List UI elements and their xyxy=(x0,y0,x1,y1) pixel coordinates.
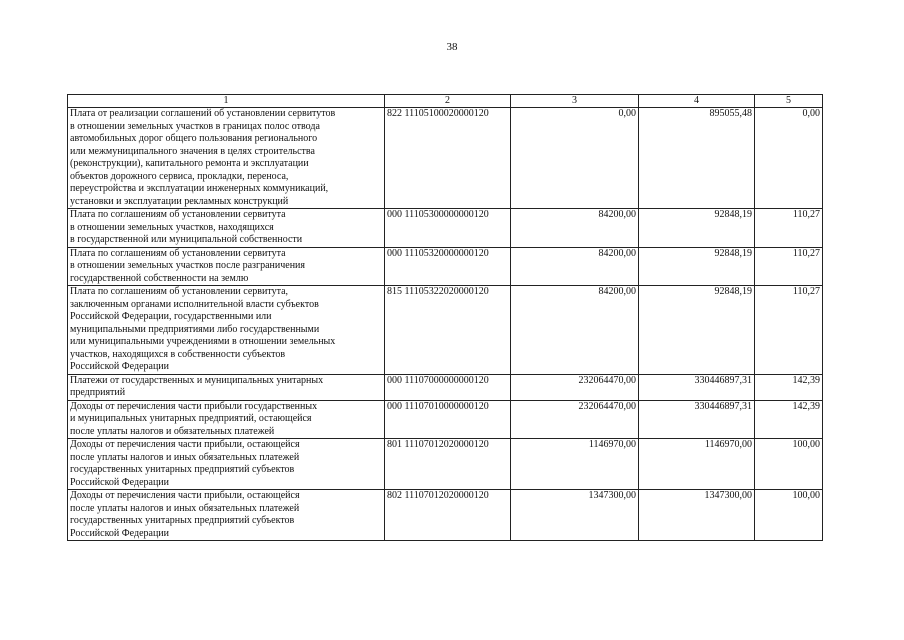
table-row xyxy=(68,439,823,490)
header-col-5: 5 xyxy=(755,95,823,108)
row-name: Доходы от перечисления части прибыли государственных и муниципальных унитарных предприятий, остающейся после уплаты налогов и обязательных платежей xyxy=(68,400,385,439)
row-name: Доходы от перечисления части прибыли, остающейся после уплаты налогов и иных обязательных платежей государственных унитарных предприятий субъектов Российской Федерации xyxy=(68,490,385,541)
row-col5: 100,00 xyxy=(755,490,823,541)
row-col3: 84200,00 xyxy=(511,286,639,375)
row-code: 000 11107000000000120 xyxy=(385,374,511,400)
row-col5: 100,00 xyxy=(755,439,823,490)
row-code: 815 11105322020000120 xyxy=(385,286,511,375)
table-row xyxy=(68,374,823,400)
row-col5: 142,39 xyxy=(755,400,823,439)
row-col4: 330446897,31 xyxy=(639,374,755,400)
row-code: 000 11105320000000120 xyxy=(385,247,511,286)
row-name: Плата по соглашениям об установлении сервитута в отношении земельных участков после разграничения государственной собственности на землю xyxy=(68,247,385,286)
header-col-4: 4 xyxy=(639,95,755,108)
row-col4: 1347300,00 xyxy=(639,490,755,541)
row-name: Плата по соглашениям об установлении сервитута, заключенным органами исполнительной власти субъектов Российской Федерации, государственными или муниципальными предприятиями либо государственными или муниципальными учреждениями в отношении земельных участков, находящихся в собственности субъектов Российской Федерации xyxy=(68,286,385,375)
row-col4: 92848,19 xyxy=(639,286,755,375)
row-col3: 232064470,00 xyxy=(511,374,639,400)
row-col3: 84200,00 xyxy=(511,209,639,248)
row-col4: 92848,19 xyxy=(639,247,755,286)
row-col3: 232064470,00 xyxy=(511,400,639,439)
row-name: Плата от реализации соглашений об установлении сервитутов в отношении земельных участков в границах полос отвода автомобильных дорог общего пользования регионального или межмуниципального значения в целях строительства (реконструкции), капитального ремонта и эксплуатации объектов дорожного сервиса, прокладки, переноса, переустройства и эксплуатации инженерных коммуникаций, установки и эксплуатации рекламных конструкций xyxy=(68,108,385,209)
row-col5: 110,27 xyxy=(755,209,823,248)
row-name: Плата по соглашениям об установлении сервитута в отношении земельных участков, находящихся в государственной или муниципальной собственности xyxy=(68,209,385,248)
row-name: Платежи от государственных и муниципальных унитарных предприятий xyxy=(68,374,385,400)
table-row xyxy=(68,247,823,286)
table-row xyxy=(68,209,823,248)
table-row xyxy=(68,490,823,541)
row-col4: 895055,48 xyxy=(639,108,755,209)
row-col3: 1146970,00 xyxy=(511,439,639,490)
row-col5: 0,00 xyxy=(755,108,823,209)
row-code: 822 11105100020000120 xyxy=(385,108,511,209)
revenue-table xyxy=(67,94,823,541)
row-col5: 110,27 xyxy=(755,286,823,375)
table-row xyxy=(68,400,823,439)
row-name: Доходы от перечисления части прибыли, остающейся после уплаты налогов и иных обязательных платежей государственных унитарных предприятий субъектов Российской Федерации xyxy=(68,439,385,490)
row-code: 000 11105300000000120 xyxy=(385,209,511,248)
row-col3: 0,00 xyxy=(511,108,639,209)
row-col3: 1347300,00 xyxy=(511,490,639,541)
header-col-3: 3 xyxy=(511,95,639,108)
row-code: 801 11107012020000120 xyxy=(385,439,511,490)
header-col-2: 2 xyxy=(385,95,511,108)
row-col4: 1146970,00 xyxy=(639,439,755,490)
row-col4: 330446897,31 xyxy=(639,400,755,439)
row-code: 802 11107012020000120 xyxy=(385,490,511,541)
row-col5: 110,27 xyxy=(755,247,823,286)
table-header-row xyxy=(68,95,823,108)
row-col4: 92848,19 xyxy=(639,209,755,248)
header-col-1: 1 xyxy=(68,95,385,108)
page-number: 38 xyxy=(446,41,458,53)
table-row xyxy=(68,108,823,209)
row-code: 000 11107010000000120 xyxy=(385,400,511,439)
table-row xyxy=(68,286,823,375)
row-col3: 84200,00 xyxy=(511,247,639,286)
row-col5: 142,39 xyxy=(755,374,823,400)
